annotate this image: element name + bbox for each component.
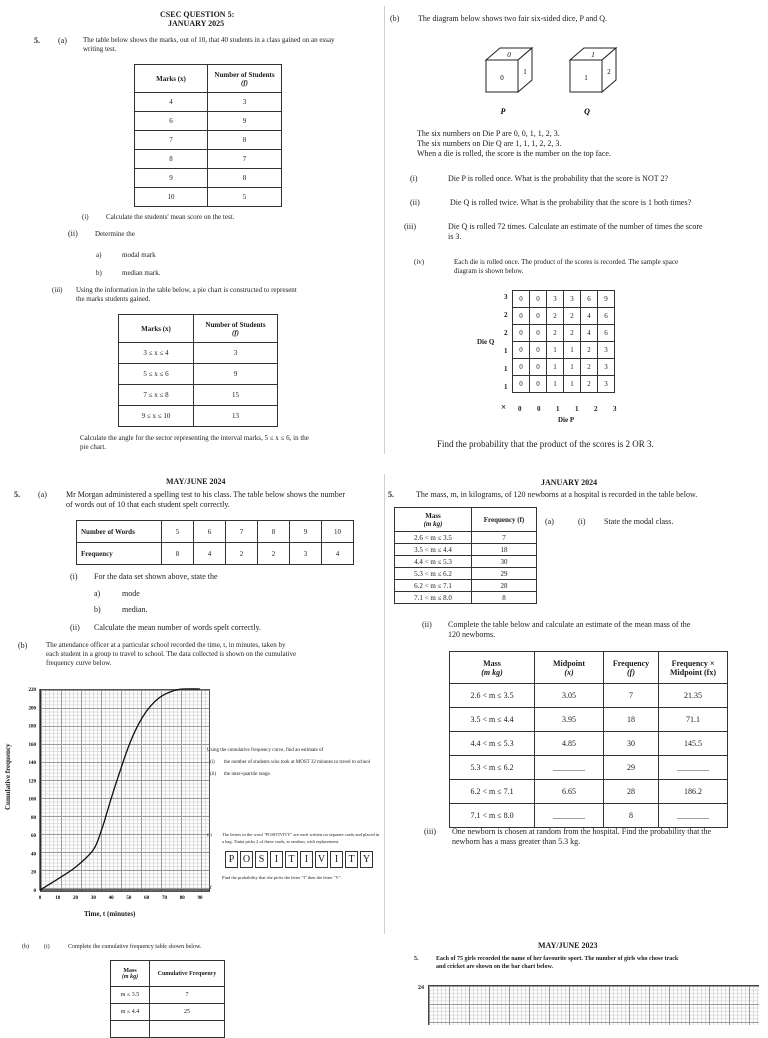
q2-line-3: When a die is rolled, the score is the number on the top face.: [417, 149, 611, 158]
q4-t2-cell: 3.95: [535, 708, 604, 732]
q1-t1-cell: 8: [135, 150, 208, 169]
space-cell: 3: [564, 291, 581, 308]
y-tick-label: 160: [28, 742, 36, 748]
q4-t2-h4: Frequency × Midpoint (fx): [659, 652, 728, 684]
q1-intro-1: The table below shows the marks, out of 10, that 40 students in a class gained on an essay: [83, 36, 335, 44]
q3-i-text: For the data set shown above, state the: [94, 572, 218, 581]
q1-calc-2: pie chart.: [80, 443, 107, 451]
q1-t1-h1: Marks (x): [135, 65, 208, 93]
q3-cell: 7: [226, 521, 258, 543]
q3-cell: 3: [290, 543, 322, 565]
q1-t1-cell: 8: [208, 131, 282, 150]
q2-iii-label: (iii): [404, 222, 416, 231]
sample-space-table: [512, 290, 615, 393]
letter-card: S: [255, 851, 268, 868]
q3-cell: 4: [194, 543, 226, 565]
space-cell: 3: [547, 291, 564, 308]
q5-cell: m ≤ 4.4: [111, 1004, 150, 1021]
q4-iii-text-1: One newborn is chosen at random from the hospital. Find the probability that the: [452, 827, 712, 836]
y-tick-label: 140: [28, 761, 36, 767]
q3-side-i-text: the number of students who took at MOST 32 minutes to travel to school: [224, 760, 371, 765]
q3-side-ii-label: (ii): [210, 772, 217, 777]
q4-t1-cell: 28: [472, 580, 537, 592]
space-cell: 0: [513, 342, 530, 359]
space-cell: 6: [581, 291, 598, 308]
q4-t1-h1: Mass (m kg): [395, 508, 472, 532]
q4-t1-cell: 3.5 < m ≤ 4.4: [395, 544, 472, 556]
q3-part-b: (b): [18, 641, 28, 650]
q3-title: MAY/JUNE 2024: [166, 477, 226, 486]
letter-card: I: [330, 851, 343, 868]
q4-mass-table: [394, 507, 537, 604]
chart-ylabel: Cumulative frequency: [4, 743, 12, 810]
q3-c-label: (c): [207, 832, 212, 837]
q4-t2-cell: ________: [535, 804, 604, 828]
q6-text-2: and cricket are shown on the bar chart below.: [436, 964, 553, 970]
q5-cumulative-table: [110, 960, 225, 1038]
q4-t2-cell: 3.05: [535, 684, 604, 708]
die-p-top: 0: [507, 51, 511, 59]
q4-t2-cell: 2.6 < m ≤ 3.5: [450, 684, 535, 708]
q3-ii-label: (ii): [70, 623, 80, 632]
q3-part-a: (a): [38, 490, 47, 499]
letter-card: T: [285, 851, 298, 868]
q1-t1-cell: 7: [135, 131, 208, 150]
q2-iii-text-1: Die Q is rolled 72 times. Calculate an estimate of the number of times the score: [448, 222, 703, 231]
q4-t2-cell: 18: [604, 708, 659, 732]
q3-cell: 6: [194, 521, 226, 543]
q4-t2-cell: ________: [659, 756, 728, 780]
y-tick-label: 180: [28, 724, 36, 730]
y-tick-label: 0: [33, 889, 36, 894]
q3-b-label: b): [94, 605, 101, 614]
die-q-top: 1: [591, 51, 595, 59]
die-p-side: 1: [523, 68, 527, 76]
q1-grouped-table: [118, 314, 278, 427]
q3-cell: 8: [162, 543, 194, 565]
q1-t2-cell: 9: [194, 364, 278, 385]
cumulative-frequency-chart: [2, 682, 212, 922]
q2-line-1: The six numbers on Die P are 0, 0, 1, 1, 2, 3.: [417, 129, 560, 138]
p-value: 1: [575, 405, 579, 413]
q4-t2-cell: 7.1 < m ≤ 8.0: [450, 804, 535, 828]
die-p-front: 0: [500, 74, 504, 82]
q5-i-label: (i): [44, 944, 50, 950]
q5-cell: 7: [150, 987, 225, 1004]
q3-cell: 9: [290, 521, 322, 543]
y-tick-label: 120: [28, 779, 36, 785]
q4-t2-cell: 4.4 < m ≤ 5.3: [450, 732, 535, 756]
q4-t2-h2: Midpoint (x): [535, 652, 604, 684]
p-value: 3: [613, 405, 617, 413]
q1-calc-1: Calculate the angle for the sector representing the interval marks, 5 ≤ x ≤ 6, in the: [80, 434, 309, 442]
q4-t2-cell: 71.1: [659, 708, 728, 732]
q1-i-label: (i): [82, 213, 89, 221]
q2-i-label: (i): [410, 174, 418, 183]
x-tick-label: 60: [144, 896, 150, 901]
p-value: 0: [518, 405, 522, 413]
space-cell: 2: [581, 342, 598, 359]
q4-midpoint-table: [449, 651, 728, 828]
q1-t2-cell: 3 ≤ x ≤ 4: [119, 343, 194, 364]
q3-number: 5.: [14, 490, 20, 499]
q6-y-label: 24: [418, 985, 424, 991]
q3-cell: 4: [322, 543, 354, 565]
x-tick-label: 90: [197, 896, 203, 901]
q-value: 1: [504, 347, 508, 355]
q4-t2-cell: 6.65: [535, 780, 604, 804]
q1-intro-2: writing test.: [83, 45, 117, 53]
q2-iii-text-2: is 3.: [448, 232, 462, 241]
space-cell: 1: [547, 342, 564, 359]
q4-t1-cell: 30: [472, 556, 537, 568]
q4-t2-cell: 145.5: [659, 732, 728, 756]
q3-b-text-3: frequency curve below.: [46, 659, 112, 667]
x-tick-label: 20: [73, 896, 79, 901]
die-p-axis-label: Die P: [558, 416, 575, 424]
q1-subtitle: JANUARY 2025: [168, 19, 225, 28]
q1-t2-cell: 3: [194, 343, 278, 364]
q4-t2-h3: Frequency (f): [604, 652, 659, 684]
q4-t1-cell: 2.6 < m ≤ 3.5: [395, 532, 472, 544]
q3-cell: 5: [162, 521, 194, 543]
q4-t2-cell: 3.5 < m ≤ 4.4: [450, 708, 535, 732]
q3-side-1: Using the cumulative frequency curve, find an estimate of: [207, 748, 324, 753]
column-divider-top: [384, 6, 385, 454]
space-cell: 2: [564, 325, 581, 342]
q3-side-i-label: (i): [210, 760, 215, 765]
q2-ii-label: (ii): [410, 198, 420, 207]
space-cell: 0: [530, 291, 547, 308]
x-tick-label: 80: [179, 896, 185, 901]
x-axis-end-label: t: [210, 885, 212, 891]
q4-iii-label: (iii): [424, 827, 436, 836]
chart-svg: [2, 682, 212, 922]
space-cell: 1: [564, 359, 581, 376]
space-cross: ×: [501, 402, 507, 412]
q1-marks-table: [134, 64, 282, 207]
q2-find: Find the probability that the product of the scores is 2 OR 3.: [437, 439, 654, 449]
q4-ii-label: (ii): [422, 620, 432, 629]
dice-diagram: [478, 44, 628, 120]
q3-b-text-1: The attendance officer at a particular school recorded the time, t, in minutes, taken by: [46, 641, 286, 649]
q4-i-text: State the modal class.: [604, 517, 674, 526]
space-cell: 3: [598, 342, 615, 359]
space-cell: 4: [581, 308, 598, 325]
q4-intro: The mass, m, in kilograms, of 120 newborns at a hospital is recorded in the table below.: [416, 490, 698, 499]
q2-iv-label: (iv): [414, 258, 425, 266]
q1-t2-cell: 13: [194, 406, 278, 427]
q4-number: 5.: [388, 490, 394, 499]
y-tick-label: 80: [31, 815, 36, 821]
letter-card: Y: [360, 851, 373, 868]
q3-b-text: median.: [122, 605, 148, 614]
x-tick-label: 0: [38, 896, 42, 901]
x-tick-label: 10: [55, 896, 61, 901]
q4-title: JANUARY 2024: [541, 478, 598, 487]
space-cell: 9: [598, 291, 615, 308]
space-cell: 4: [581, 325, 598, 342]
q4-t2-cell: 7: [604, 684, 659, 708]
p-value: 0: [537, 405, 541, 413]
q1-t1-body: [135, 93, 282, 207]
space-cell: 2: [547, 308, 564, 325]
q3-words-table: [76, 520, 354, 565]
q1-t1-cell: 5: [208, 188, 282, 207]
chart-axes: [40, 689, 210, 890]
space-cell: 0: [513, 291, 530, 308]
space-cell: 6: [598, 325, 615, 342]
q4-t2-cell: 29: [604, 756, 659, 780]
letter-card: I: [300, 851, 313, 868]
q3-a-text: mode: [122, 589, 140, 598]
space-cell: 1: [547, 359, 564, 376]
q5-b-label: (b): [22, 944, 29, 950]
q1-ii-b-text: median mark.: [122, 269, 161, 277]
q4-t1-cell: 7.1 < m ≤ 8.0: [395, 592, 472, 604]
q5-h1: Mass (m kg): [111, 961, 150, 987]
q3-b-text-2: each student in a group to travel to school. The data collected is shown on the cumulative: [46, 650, 297, 658]
q5-cell: m ≤ 3.5: [111, 987, 150, 1004]
q2-ii-text: Die Q is rolled twice. What is the probability that the score is 1 both times?: [450, 198, 692, 207]
q2-line-2: The six numbers on Die Q are 1, 1, 1, 2, 2, 3.: [417, 139, 562, 148]
q1-t1-cell: 3: [208, 93, 282, 112]
q4-t2-cell: ________: [659, 804, 728, 828]
space-cell: 2: [581, 376, 598, 393]
q3-row2-label: Frequency: [77, 543, 162, 565]
die-p-label: P: [500, 107, 506, 116]
die-q-label: Q: [584, 107, 590, 116]
space-cell: 1: [564, 376, 581, 393]
q-value: 2: [504, 329, 508, 337]
space-cell: 2: [547, 325, 564, 342]
die-q-front: 1: [584, 74, 588, 82]
space-cell: 0: [513, 308, 530, 325]
q3-side-ii-text: the inter-quartile range.: [224, 772, 271, 777]
space-cell: 3: [598, 359, 615, 376]
y-tick-label: 40: [31, 852, 36, 858]
q3-cell: 10: [322, 521, 354, 543]
y-tick-label: 220: [28, 688, 36, 693]
space-cell: 0: [530, 376, 547, 393]
q1-iii-text-2: the marks students gained.: [76, 295, 151, 303]
q4-t1-cell: 5.3 < m ≤ 6.2: [395, 568, 472, 580]
q2-iv-text-1: Each die is rolled once. The product of the scores is recorded. The sample space: [454, 258, 679, 266]
q6-text-1: Each of 75 girls recorded the name of her favourite sport. The number of girls who chose track: [436, 956, 679, 962]
q1-t1-cell: 9: [208, 112, 282, 131]
x-tick-label: 40: [108, 896, 114, 901]
q-value: 2: [504, 311, 508, 319]
space-cell: 0: [513, 359, 530, 376]
q1-t2-h1: Marks (x): [119, 315, 194, 343]
x-tick-label: 50: [126, 896, 132, 901]
q1-iii-label: (iii): [52, 286, 63, 294]
space-cell: 2: [581, 359, 598, 376]
q1-iii-text-1: Using the information in the table below, a pie chart is constructed to represent: [76, 286, 297, 294]
q4-ii-text-1: Complete the table below and calculate an estimate of the mean mass of the: [448, 620, 691, 629]
space-cell: 6: [598, 308, 615, 325]
q4-t1-cell: 18: [472, 544, 537, 556]
space-cell: 2: [564, 308, 581, 325]
q1-part-a: (a): [58, 36, 67, 45]
q5-cell: 25: [150, 1004, 225, 1021]
q4-t2-cell: 8: [604, 804, 659, 828]
q4-t2-h1: Mass (m kg): [450, 652, 535, 684]
q1-t1-cell: 7: [208, 150, 282, 169]
column-divider-middle: [384, 474, 385, 934]
q3-ii-text: Calculate the mean number of words spelt correctly.: [94, 623, 261, 632]
chart-xlabel: Time, t (minutes): [84, 910, 136, 918]
q2-part-b: (b): [390, 14, 400, 23]
q4-t2-cell: 4.85: [535, 732, 604, 756]
q1-t2-cell: 5 ≤ x ≤ 6: [119, 364, 194, 385]
q4-t1-h2: Frequency (f): [472, 508, 537, 532]
q-value: 1: [504, 365, 508, 373]
q4-t2-cell: 6.2 < m ≤ 7.1: [450, 780, 535, 804]
q4-t2-cell: ________: [535, 756, 604, 780]
q4-i-label: (i): [578, 517, 586, 526]
y-tick-label: 200: [28, 706, 36, 712]
q1-t1-cell: 4: [135, 93, 208, 112]
space-cell: 0: [530, 325, 547, 342]
p-value: 2: [594, 405, 598, 413]
bar-chart-grid: [428, 985, 759, 1025]
q1-title: CSEC QUESTION 5:: [160, 10, 235, 19]
q4-t1-cell: 8: [472, 592, 537, 604]
die-q-axis-label: Die Q: [477, 338, 495, 346]
q3-cell: 2: [226, 543, 258, 565]
q4-ii-text-2: 120 newborns.: [448, 630, 496, 639]
q3-row1-label: Number of Words: [77, 521, 162, 543]
space-cell: 3: [598, 376, 615, 393]
q4-t2-cell: 30: [604, 732, 659, 756]
p-value: 1: [556, 405, 560, 413]
letter-card: I: [270, 851, 283, 868]
q4-t1-cell: 6.2 < m ≤ 7.1: [395, 580, 472, 592]
q3-intro-1: Mr Morgan administered a spelling test to his class. The table below shows the number: [66, 490, 345, 499]
q1-number: 5.: [34, 36, 40, 45]
cumulative-frequency-curve: [40, 689, 200, 890]
q5-cell: [111, 1021, 150, 1038]
y-tick-label: 100: [28, 797, 36, 803]
letter-card: P: [225, 851, 238, 868]
q1-t1-cell: 6: [135, 112, 208, 131]
q4-t2-cell: 28: [604, 780, 659, 804]
q4-t2-cell: 5.3 < m ≤ 6.2: [450, 756, 535, 780]
space-cell: 1: [547, 376, 564, 393]
q3-c-find: Find the probability that she picks the letter "I" then the letter "V".: [222, 875, 342, 880]
q5-cell: [150, 1021, 225, 1038]
q1-t1-cell: 10: [135, 188, 208, 207]
space-cell: 0: [530, 342, 547, 359]
die-q-side: 2: [607, 68, 611, 76]
q4-t1-cell: 7: [472, 532, 537, 544]
q4-iii-text-2: newborn has a mass greater than 5.3 kg.: [452, 837, 581, 846]
q4-t1-cell: 29: [472, 568, 537, 580]
x-tick-label: 30: [90, 896, 96, 901]
letter-card: T: [345, 851, 358, 868]
q1-t2-cell: 9 ≤ x ≤ 10: [119, 406, 194, 427]
q1-t2-h2: Number of Students (f): [194, 315, 278, 343]
space-cell: 1: [564, 342, 581, 359]
space-cell: 0: [530, 308, 547, 325]
q-value: 1: [504, 383, 508, 391]
q4-t2-cell: 186.2: [659, 780, 728, 804]
q5-h2: Cumulative Frequency: [150, 961, 225, 987]
q2-iv-text-2: diagram is shown below.: [454, 267, 524, 275]
q3-cell: 8: [258, 521, 290, 543]
q1-ii-b-label: b): [96, 269, 102, 277]
q1-i-text: Calculate the students' mean score on the test.: [106, 213, 235, 221]
positivity-cards: [225, 849, 375, 868]
letter-card: V: [315, 851, 328, 868]
letter-card: O: [240, 851, 253, 868]
y-tick-label: 20: [31, 870, 36, 876]
q1-ii-text: Determine the: [95, 230, 135, 238]
q-value: 3: [504, 293, 508, 301]
q3-a-label: a): [94, 589, 101, 598]
space-cell: 0: [530, 359, 547, 376]
q3-c-text-2: a bag. Tinita picks 2 of these cards, at random, with replacement.: [222, 839, 340, 844]
q2-i-text: Die P is rolled once. What is the probability that the score is NOT 2?: [448, 174, 669, 183]
die-q: [570, 48, 616, 116]
q4-a-label: (a): [545, 517, 554, 526]
q1-t2-cell: 7 ≤ x ≤ 8: [119, 385, 194, 406]
q3-c-text-1: The letters in the word "POSITIVITY" are each written on separate cards and placed in: [222, 832, 380, 837]
q1-t1-cell: 8: [208, 169, 282, 188]
q3-i-label: (i): [70, 572, 78, 581]
q1-t2-cell: 15: [194, 385, 278, 406]
q1-ii-a-text: modal mark: [122, 251, 156, 259]
q1-t1-h2: Number of Students (f): [208, 65, 282, 93]
x-tick-label: 70: [161, 896, 167, 901]
space-cell: 0: [513, 325, 530, 342]
q6-title: MAY/JUNE 2023: [538, 941, 598, 950]
q1-ii-a-label: a): [96, 251, 102, 259]
y-tick-label: 60: [31, 834, 36, 840]
q1-ii-label: (ii): [68, 229, 78, 238]
space-cell: 0: [513, 376, 530, 393]
q3-cell: 2: [258, 543, 290, 565]
q4-t1-cell: 4.4 < m ≤ 5.3: [395, 556, 472, 568]
q2-intro: The diagram below shows two fair six-sided dice, P and Q.: [418, 14, 607, 23]
q6-number: 5.: [414, 956, 419, 962]
q5-text: Complete the cumulative frequency table shown below.: [68, 944, 202, 950]
die-p: [486, 48, 532, 116]
q1-t1-cell: 9: [135, 169, 208, 188]
q3-intro-2: of words out of 10 that each student spelt correctly.: [66, 500, 230, 509]
q4-t2-cell: 21.35: [659, 684, 728, 708]
